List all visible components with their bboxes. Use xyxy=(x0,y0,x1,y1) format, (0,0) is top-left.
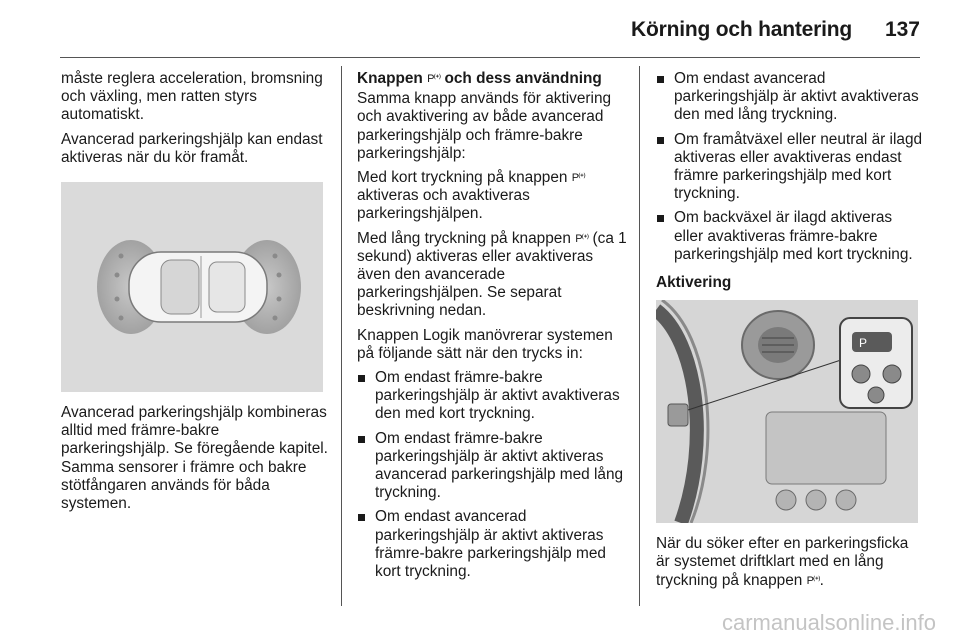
parking-sensor-illustration xyxy=(61,182,323,392)
list-item: Om endast avancerad parkeringshjälp är aktivt aktiveras främre-bakre parkeringshjälp med kort tryckning. xyxy=(357,508,627,581)
column-divider-right xyxy=(639,66,640,606)
header-rule xyxy=(60,57,920,58)
paragraph-activation xyxy=(656,535,924,590)
short-press-text-post: aktiveras och avaktiveras parkeringshjälpen. xyxy=(357,187,530,223)
logic-bullet-list-continued xyxy=(656,70,924,264)
page-title: Körning och hantering xyxy=(631,18,852,41)
section-heading-button-usage xyxy=(357,70,627,88)
paragraph-same-button: Samma knapp används för aktivering och avaktivering av både avancerad parkeringshjälp och främre-bakre parkeringshjälp: xyxy=(357,90,612,162)
column-left xyxy=(61,70,329,519)
paragraph-long-press xyxy=(357,230,627,321)
park-assist-button-icon: P⁽ᐩ⁾ xyxy=(427,73,441,85)
watermark: carmanualsonline.info xyxy=(721,610,936,635)
list-item: Om endast främre-bakre parkeringshjälp är aktivt aktiveras avancerad parkeringshjälp med lång tryckning. xyxy=(357,430,627,503)
long-press-text-pre: Med lång tryckning på knappen xyxy=(357,229,571,247)
paragraph-short-press xyxy=(357,169,627,224)
park-assist-button-icon: P⁽ᐩ⁾ xyxy=(575,232,589,245)
list-item: Om backväxel är ilagd aktiveras eller avaktiveras främre-bakre parkeringshjälp med kort tryckning. xyxy=(656,209,924,264)
svg-text:P: P xyxy=(859,336,868,351)
column-divider-left xyxy=(341,66,342,606)
heading-text-post: och dess användning xyxy=(444,70,602,87)
section-heading-activation: Aktivering xyxy=(656,274,732,292)
activation-text-pre: När du söker efter en parkeringsficka är systemet driftklart med en lång tryckning på knappen xyxy=(656,535,909,589)
heading-text-pre: Knappen xyxy=(357,70,423,87)
short-press-text-pre: Med kort tryckning på knappen xyxy=(357,169,568,187)
dashboard-button-illustration xyxy=(656,300,918,523)
park-assist-button-icon: P⁽ᐩ⁾ xyxy=(571,172,585,185)
dashboard-icon xyxy=(656,300,918,523)
paragraph-acceleration: måste reglera acceleration, bromsning och växling, men ratten styrs automatiskt. xyxy=(61,70,323,124)
list-item: Om endast främre-bakre parkeringshjälp är aktivt avaktiveras den med kort tryckning. xyxy=(357,369,627,424)
long-press-text-post: (ca 1 sekund) aktiveras eller avaktiveras även den avancerade parkeringshjälpen. Se separat beskrivning nedan. xyxy=(357,229,627,320)
park-assist-button-icon: P⁽ᐩ⁾ xyxy=(806,574,820,587)
paragraph-forward-only: Avancerad parkeringshjälp kan endast aktiveras när du kör framåt. xyxy=(61,130,323,166)
list-item: Om framåtväxel eller neutral är ilagd aktiveras eller avaktiveras endast främre parkeringshjälp med kort tryckning. xyxy=(656,131,924,204)
column-right xyxy=(656,70,924,596)
car-top-view-icon xyxy=(61,182,323,392)
paragraph-logic: Knappen Logik manövrerar systemen på följande sätt när den trycks in: xyxy=(357,326,613,362)
column-middle xyxy=(357,70,627,587)
page-number: 137 xyxy=(884,18,920,41)
paragraph-combined-systems: Avancerad parkeringshjälp kombineras alltid med främre-bakre parkeringshjälp. Se föregående kapitel. Samma sensorer i främre och bakre stötfångaren används för båda systemen. xyxy=(61,404,328,513)
list-item: Om endast avancerad parkeringshjälp är aktivt avaktiveras den med lång tryckning. xyxy=(656,70,924,125)
logic-bullet-list xyxy=(357,369,627,581)
activation-text-post: . xyxy=(819,571,824,589)
